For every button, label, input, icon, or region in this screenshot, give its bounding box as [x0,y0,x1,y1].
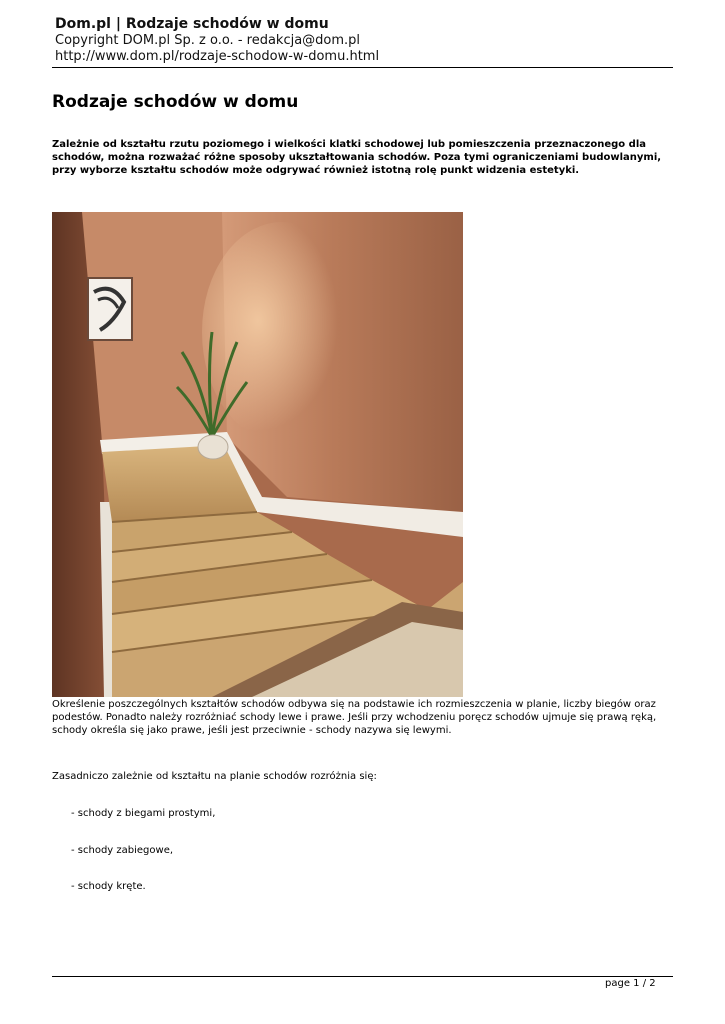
list-item: - schody z biegami prostymi, [71,808,216,819]
list-item: - schody zabiegowe, [71,845,174,856]
site-title: Dom.pl | Rodzaje schodów w domu [55,16,329,32]
list-item: - schody kręte. [71,881,146,892]
paragraph-stair-types: Określenie poszczególnych kształtów schodów odbywa się na podstawie ich rozmieszczenia w planie, liczby biegów oraz podestów. Ponadto należy rozróżniać schody lewe i prawe. Jeśli przy wchodzeniu poręcz schodów ujmuje się prawą ręką, schody określa się jako prawe, jeśli jest przeciwnie - schody nazywa się lewymi. [52,699,657,736]
source-url[interactable]: http://www.dom.pl/rodzaje-schodow-w-domu.html [55,49,380,64]
copyright-line: Copyright DOM.pl Sp. z o.o. - redakcja@dom.pl [55,33,361,48]
article-lead: Zależnie od kształtu rzutu poziomego i wielkości klatki schodowej lub pomieszczenia przeznaczonego dla schodów, można rozważać różne sposoby ukształtowania schodów. Poza tymi ograniczeniami budowlanymi, przy wyborze kształtu schodów może odgrywać również istotną rolę punkt widzenia estetyki. [52,139,662,176]
article-title: Rodzaje schodów w domu [52,92,299,112]
paragraph-classification: Zasadniczo zależnie od kształtu na planie schodów rozróżnia się: [52,771,377,782]
header-divider [52,67,673,68]
page-number: page 1 / 2 [605,978,656,989]
page-header [55,15,675,65]
footer-divider [52,976,673,977]
staircase-photo [52,212,463,697]
